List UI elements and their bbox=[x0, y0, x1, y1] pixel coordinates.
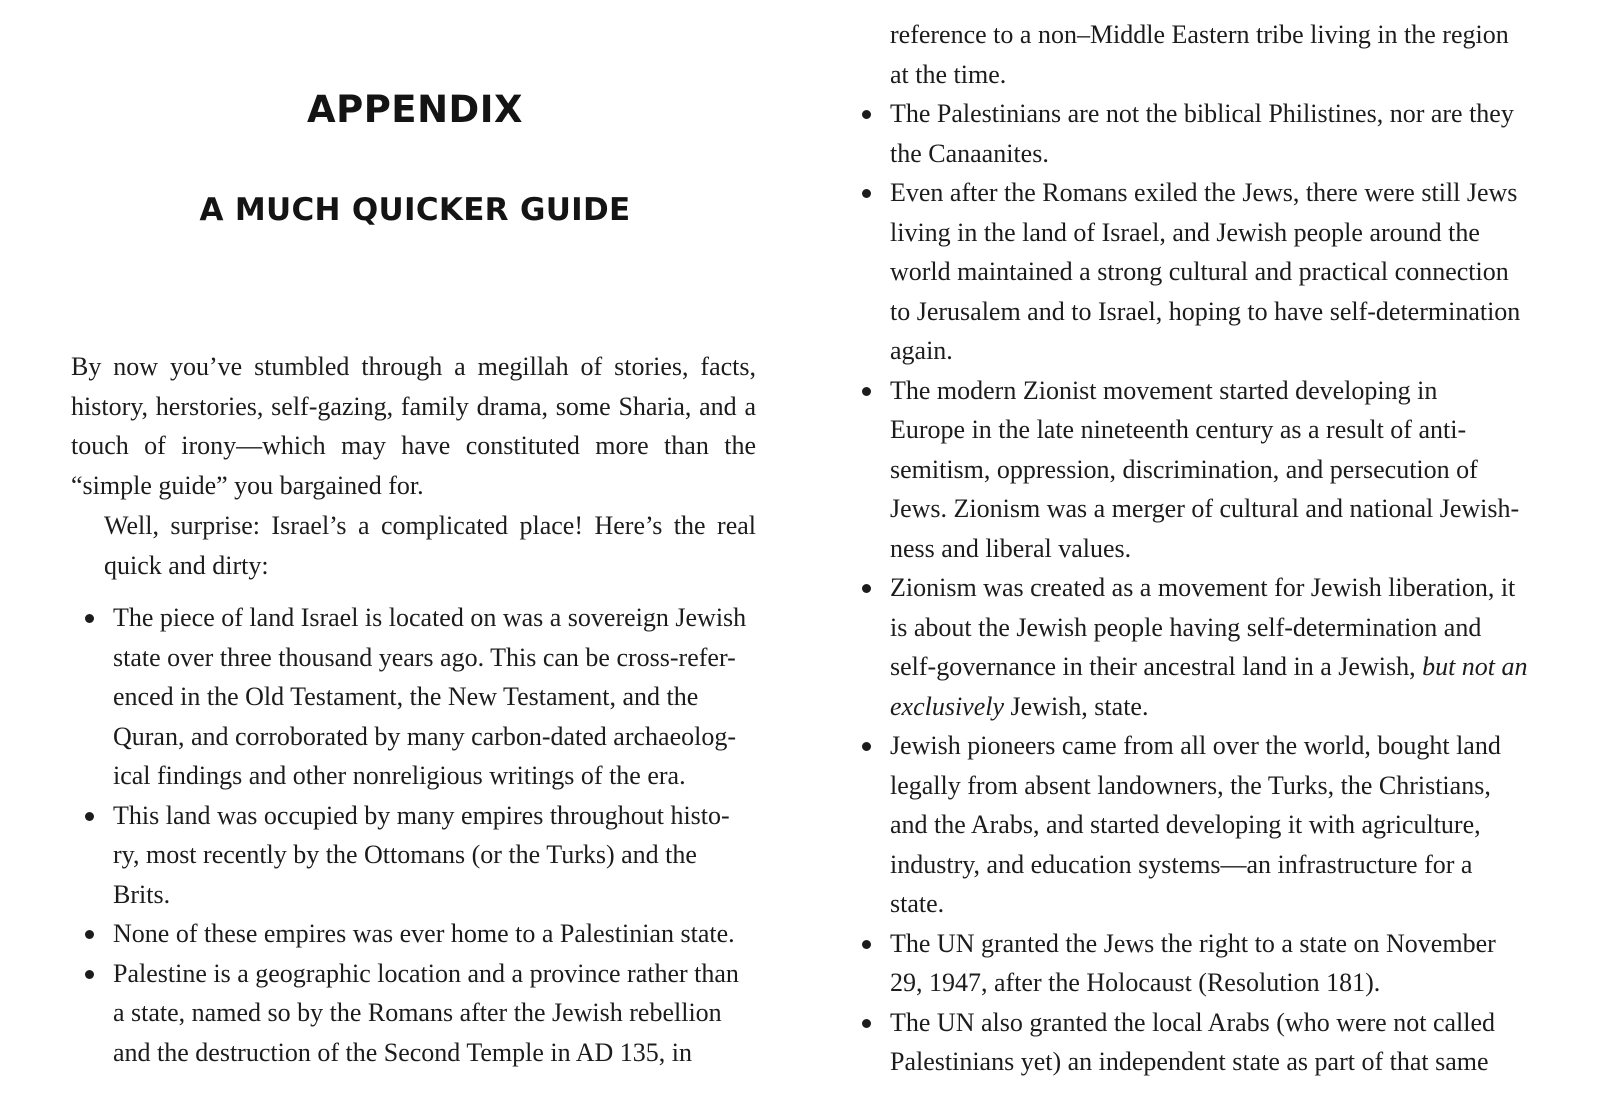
list-item-line: and the destruction of the Second Temple in AD 135, in bbox=[113, 1037, 692, 1067]
list-item-line: world maintained a strong cultural and practical connection bbox=[890, 257, 1509, 286]
intro-paragraph-2 bbox=[71, 506, 756, 585]
list-item-line: Zionism was created as a movement for Jewish liberation, it bbox=[890, 573, 1516, 602]
list-item-line: reference to a non–Middle Eastern tribe living in the region bbox=[890, 20, 1509, 49]
list-item bbox=[890, 924, 1590, 1003]
list-item-line: state over three thousand years ago. This can be cross-refer- bbox=[113, 642, 736, 672]
list-item-line: Jewish pioneers came from all over the world, bought land bbox=[890, 731, 1501, 760]
list-item-line bbox=[890, 647, 1590, 687]
bullet-icon bbox=[862, 110, 871, 119]
italic-text: exclusively bbox=[890, 691, 1005, 721]
list-item-line: Palestine is a geographic location and a province rather than bbox=[113, 958, 739, 988]
list-item bbox=[113, 954, 773, 1073]
plain-text: self-governance in their ancestral land in a Jewish, bbox=[890, 652, 1423, 681]
list-item-line: Even after the Romans exiled the Jews, there were still Jews bbox=[890, 178, 1518, 207]
bullet-icon bbox=[85, 930, 94, 939]
left-bullet-list bbox=[113, 598, 773, 1072]
list-item-line: Jews. Zionism was a merger of cultural and national Jewish- bbox=[890, 494, 1520, 523]
list-item-line: and the Arabs, and started developing it with agriculture, bbox=[890, 810, 1481, 839]
right-page bbox=[800, 0, 1600, 1114]
list-item-line: The modern Zionist movement started developing in bbox=[890, 375, 1438, 405]
list-item-line: None of these empires was ever home to a Palestinian state. bbox=[113, 919, 735, 948]
bullet-icon bbox=[85, 614, 94, 623]
bullet-icon bbox=[85, 970, 94, 979]
list-item-line: This land was occupied by many empires throughout histo- bbox=[113, 800, 730, 830]
list-item bbox=[113, 914, 773, 954]
list-item-line: a state, named so by the Romans after the Jewish rebellion bbox=[113, 998, 722, 1027]
intro-line: “simple guide” you bargained for. bbox=[71, 470, 424, 500]
list-item bbox=[890, 173, 1590, 371]
list-item-line: Brits. bbox=[113, 879, 171, 909]
intro-line: history, herstories, self-gazing, family drama, some Sharia, and a bbox=[71, 391, 756, 421]
list-item-line: again. bbox=[890, 336, 953, 365]
intro-line: quick and dirty: bbox=[104, 550, 269, 580]
list-item-line: is about the Jewish people having self-determination and bbox=[890, 612, 1482, 642]
list-item-line: The piece of land Israel is located on was a sovereign Jewish bbox=[113, 603, 747, 632]
intro-paragraph bbox=[71, 347, 756, 505]
guide-subheading: A MUCH QUICKER GUIDE bbox=[199, 192, 631, 228]
bullet-icon bbox=[862, 1019, 871, 1028]
list-item-line: The Palestinians are not the biblical Philistines, nor are they bbox=[890, 99, 1514, 128]
intro-line: touch of irony—which may have constituted more than the bbox=[71, 431, 756, 460]
right-bullet-list bbox=[890, 15, 1590, 1082]
bullet-icon bbox=[862, 584, 871, 593]
list-item bbox=[890, 371, 1590, 569]
list-item-line: Palestinians yet) an independent state as part of that same bbox=[890, 1047, 1489, 1076]
list-item-line: 29, 1947, after the Holocaust (Resolution 181). bbox=[890, 968, 1381, 997]
list-item-line: to Jerusalem and to Israel, hoping to have self-determination bbox=[890, 296, 1521, 326]
appendix-heading: APPENDIX bbox=[306, 88, 524, 131]
intro-line: By now you’ve stumbled through a megillah of stories, facts, bbox=[71, 352, 756, 381]
list-item bbox=[113, 796, 773, 915]
list-item bbox=[890, 568, 1590, 726]
list-item bbox=[890, 1003, 1590, 1082]
plain-text: Jewish, state. bbox=[1004, 691, 1149, 721]
list-item bbox=[890, 94, 1590, 173]
bullet-icon bbox=[862, 387, 871, 396]
list-item-line: ness and liberal values. bbox=[890, 533, 1132, 563]
continued-list-item bbox=[890, 15, 1590, 94]
list-item-line: enced in the Old Testament, the New Testament, and the bbox=[113, 682, 699, 711]
list-item bbox=[890, 726, 1590, 924]
list-item-line: at the time. bbox=[890, 59, 1007, 89]
bullet-icon bbox=[85, 812, 94, 821]
list-item-line: industry, and education systems—an infrastructure for a bbox=[890, 849, 1473, 879]
bullet-icon bbox=[862, 940, 871, 949]
list-item-line: living in the land of Israel, and Jewish people around the bbox=[890, 217, 1480, 247]
list-item-line bbox=[890, 687, 1590, 727]
list-item bbox=[113, 598, 773, 796]
list-item-line: ry, most recently by the Ottomans (or the Turks) and the bbox=[113, 840, 697, 869]
bullet-icon bbox=[862, 189, 871, 198]
list-item-line: ical findings and other nonreligious writings of the era. bbox=[113, 761, 686, 790]
italic-text: but not an bbox=[1422, 652, 1528, 681]
list-item-line: Quran, and corroborated by many carbon-dated archaeolog- bbox=[113, 721, 736, 751]
list-item-line: state. bbox=[890, 889, 945, 918]
list-item-line: The UN also granted the local Arabs (who were not called bbox=[890, 1007, 1496, 1037]
list-item-line: semitism, oppression, discrimination, and persecution of bbox=[890, 454, 1478, 484]
list-item-line: legally from absent landowners, the Turks, the Christians, bbox=[890, 770, 1491, 800]
intro-line: Well, surprise: Israel’s a complicated place! Here’s the real bbox=[104, 511, 756, 540]
list-item-line: The UN granted the Jews the right to a state on November bbox=[890, 928, 1496, 958]
bullet-icon bbox=[862, 742, 871, 751]
list-item-line: Europe in the late nineteenth century as a result of anti- bbox=[890, 415, 1467, 444]
list-item-line: the Canaanites. bbox=[890, 138, 1049, 168]
